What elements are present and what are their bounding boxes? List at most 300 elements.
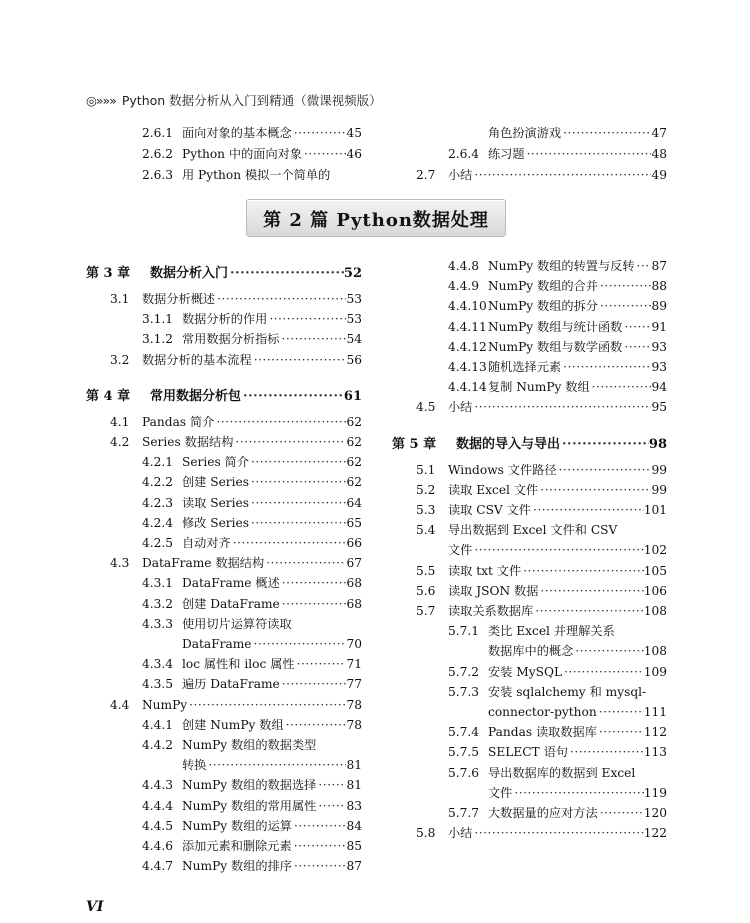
toc-entry[interactable] — [86, 472, 362, 492]
dot-leader — [622, 317, 651, 337]
toc-entry[interactable] — [86, 144, 362, 164]
toc-entry[interactable] — [392, 500, 667, 520]
dot-leader — [560, 435, 649, 455]
toc-entry-title: NumPy 数组的数据类型 — [182, 738, 317, 752]
toc-entry-number: 5.4 — [416, 523, 436, 538]
toc-entry[interactable] — [86, 594, 362, 614]
toc-entry-number: 4.1 — [110, 414, 130, 429]
dot-leader — [525, 144, 652, 164]
dot-leader — [249, 513, 346, 533]
toc-entry-title: 数据的导入与导出 — [456, 436, 561, 452]
toc-entry-title: NumPy 数组与统计函数 — [488, 319, 623, 334]
toc-entry-page: 46 — [346, 147, 362, 161]
toc-entry-page: 93 — [651, 360, 667, 374]
toc-entry-page: 52 — [343, 266, 362, 281]
toc-entry-title: 安装 sqlalchemy 和 mysql- — [488, 684, 647, 699]
toc-entry-title: SELECT 语句 — [488, 745, 568, 760]
dot-leader — [512, 783, 643, 803]
toc-entry-number: 5.7.4 — [448, 725, 480, 740]
toc-entry-page: 62 — [346, 475, 362, 490]
toc-entry-title: 使用切片运算符读取 — [182, 616, 292, 631]
toc-entry-page: 81 — [346, 758, 362, 773]
toc-entry[interactable] — [86, 836, 362, 856]
running-header — [86, 91, 382, 109]
toc-entry[interactable] — [392, 561, 667, 581]
toc-entry-title: 数据库中的概念 — [488, 644, 574, 659]
toc-entry[interactable] — [392, 763, 667, 783]
toc-entry[interactable] — [392, 540, 667, 560]
toc-entry-page: 47 — [651, 126, 667, 140]
toc-entry-number: 3.1.1 — [142, 312, 174, 327]
toc-entry-title: 创建 Series — [182, 475, 250, 490]
toc-entry-page: 88 — [651, 279, 667, 294]
toc-entry-page: 95 — [651, 400, 667, 415]
toc-entry-page: 45 — [346, 126, 362, 140]
toc-entry[interactable] — [86, 755, 362, 775]
toc-entry-number: 4.4.10 — [448, 299, 487, 314]
toc-entry[interactable] — [86, 735, 362, 755]
toc-entry-number: 4.4.9 — [448, 279, 480, 294]
toc-entry-title: 创建 NumPy 数组 — [182, 717, 284, 732]
toc-entry-page: 93 — [651, 339, 667, 354]
toc-entry-number: 4.2.4 — [142, 515, 174, 530]
toc-entry-number: 4.4.1 — [142, 717, 174, 732]
toc-entry[interactable] — [392, 165, 667, 185]
toc-entry-number: 4.3.4 — [142, 657, 174, 672]
toc-entry-title: 类比 Excel 并理解关系 — [488, 624, 615, 639]
toc-entry-number: 4.3.5 — [142, 677, 174, 692]
toc-entry-number: 4.2 — [110, 435, 130, 449]
toc-entry-title: 小结 — [448, 826, 473, 841]
toc-entry-title: NumPy 数组的合并 — [488, 279, 598, 294]
toc-entry[interactable] — [392, 823, 667, 843]
toc-entry-page: 53 — [346, 292, 362, 306]
toc-entry-page: 81 — [346, 778, 362, 793]
toc-entry[interactable] — [86, 856, 362, 876]
toc-entry-number: 4.5 — [416, 400, 436, 415]
toc-entry-title: 用 Python 模拟一个简单的 — [182, 168, 331, 182]
dot-leader — [598, 803, 644, 823]
toc-entry-title: 角色扮演游戏 — [488, 126, 562, 140]
toc-entry-page: 53 — [346, 312, 362, 327]
toc-entry-page: 61 — [343, 388, 362, 404]
toc-entry-page: 68 — [346, 576, 362, 591]
toc-entry-title: 练习题 — [488, 147, 525, 161]
toc-entry-page: 83 — [346, 798, 362, 813]
toc-entry-page: 78 — [346, 717, 362, 732]
toc-entry[interactable] — [392, 803, 667, 823]
toc-entry[interactable] — [86, 350, 362, 370]
toc-entry-page: 56 — [346, 352, 362, 367]
book-title: Python 数据分析从入门到精通（微课视频版） — [121, 93, 382, 108]
toc-entry-title: Series 简介 — [182, 455, 250, 470]
toc-entry-title: 添加元素和删除元素 — [182, 839, 292, 853]
toc-entry[interactable] — [392, 460, 667, 480]
toc-entry-number: 2.6.1 — [142, 126, 174, 140]
toc-entry-number: 5.6 — [416, 583, 436, 598]
toc-entry-page: 108 — [643, 644, 667, 659]
toc-entry-number: 第 4 章 — [86, 388, 131, 404]
toc-entry-number: 4.4.7 — [142, 859, 174, 874]
dot-leader — [531, 500, 644, 520]
dot-leader — [302, 144, 346, 164]
toc-entry-number: 5.7.7 — [448, 806, 480, 820]
toc-entry[interactable] — [392, 742, 667, 762]
dot-leader — [228, 264, 344, 284]
toc-entry-number: 4.2.2 — [142, 475, 174, 490]
dot-leader — [252, 350, 347, 370]
toc-entry-title: 导出数据库的数据到 Excel — [488, 765, 636, 780]
toc-entry-number: 5.7.6 — [448, 765, 480, 780]
toc-entry[interactable] — [86, 493, 362, 513]
dot-leader — [249, 472, 346, 492]
toc-entry-number: 4.4.3 — [142, 778, 174, 793]
toc-entry-number: 第 3 章 — [86, 266, 131, 281]
dot-leader — [280, 573, 347, 593]
dot-leader — [472, 165, 651, 185]
toc-entry-title: NumPy 数组的拆分 — [488, 299, 598, 314]
toc-entry-number: 4.4.11 — [448, 319, 487, 334]
toc-entry-title: 自动对齐 — [182, 536, 231, 550]
dot-leader — [598, 296, 652, 316]
toc-entry-number: 第 5 章 — [392, 436, 437, 452]
toc-entry-page: 98 — [648, 436, 667, 452]
toc-entry[interactable] — [392, 123, 667, 143]
toc-entry[interactable] — [86, 165, 362, 185]
toc-entry-number: 4.3.3 — [142, 616, 174, 631]
toc-entry-page: 84 — [346, 818, 362, 833]
toc-entry[interactable] — [392, 662, 667, 682]
toc-entry-title: 小结 — [448, 168, 473, 182]
dot-leader — [533, 601, 643, 621]
toc-entry-title: 转换 — [182, 758, 207, 773]
toc-entry-number: 4.4.6 — [142, 839, 174, 853]
toc-entry-page: 66 — [346, 536, 362, 550]
dot-leader — [573, 641, 643, 661]
dot-leader — [521, 561, 644, 581]
toc-entry-number: 4.3 — [110, 556, 130, 571]
toc-entry-number: 4.2.1 — [142, 455, 174, 470]
toc-entry-page: 71 — [346, 657, 362, 672]
toc-entry[interactable] — [86, 289, 362, 309]
dot-leader — [241, 387, 344, 407]
toc-entry-number: 4.4.12 — [448, 339, 487, 354]
toc-entry[interactable] — [392, 520, 667, 540]
toc-entry-number: 5.1 — [416, 462, 436, 477]
dot-leader — [316, 775, 346, 795]
toc-entry-page: 68 — [346, 596, 362, 611]
toc-entry-number: 5.2 — [416, 482, 436, 497]
toc-entry-title: 读取 txt 文件 — [448, 563, 522, 578]
toc-entry-title: 文件 — [488, 785, 513, 800]
toc-entry[interactable] — [392, 641, 667, 661]
toc-entry-title: NumPy 数组的转置与反转 — [488, 259, 635, 273]
toc-entry[interactable] — [392, 144, 667, 164]
dot-leader — [597, 722, 644, 742]
toc-entry[interactable] — [86, 614, 362, 634]
toc-entry[interactable] — [86, 533, 362, 553]
toc-entry-number: 5.7.5 — [448, 745, 480, 760]
dot-leader — [249, 452, 346, 472]
toc-entry-number: 4.4.5 — [142, 818, 174, 833]
header-arrow-icon: ◎»»» — [86, 93, 116, 108]
dot-leader — [472, 823, 643, 843]
toc-entry-title: DataFrame 数据结构 — [142, 556, 265, 571]
toc-entry[interactable] — [392, 337, 667, 357]
toc-entry-number: 5.7.2 — [448, 664, 480, 679]
toc-entry-title: 大数据量的应对方法 — [488, 806, 598, 820]
dot-leader — [264, 553, 346, 573]
toc-entry-number: 4.3.2 — [142, 596, 174, 611]
toc-chapter-entry[interactable] — [86, 387, 362, 407]
dot-leader — [292, 836, 347, 856]
dot-leader — [231, 533, 347, 553]
toc-entry-page: 119 — [643, 785, 667, 800]
toc-entry-title: Pandas 简介 — [142, 414, 215, 429]
part-title: 第 2 篇 Python数据处理 — [263, 210, 489, 231]
dot-leader — [284, 715, 347, 735]
toc-entry-page: 85 — [346, 839, 362, 853]
toc-entry-number: 5.7.1 — [448, 624, 480, 639]
toc-entry-title: 小结 — [448, 400, 473, 415]
toc-entry-title: 遍历 DataFrame — [182, 677, 280, 692]
toc-entry-title: 导出数据到 Excel 文件和 CSV — [448, 523, 618, 538]
toc-entry-title: 读取 CSV 文件 — [448, 503, 531, 517]
dot-leader — [292, 123, 347, 143]
toc-entry[interactable] — [86, 553, 362, 573]
toc-entry[interactable] — [86, 452, 362, 472]
toc-entry-title: NumPy 数组的排序 — [182, 859, 292, 874]
toc-entry-number: 4.4.2 — [142, 738, 174, 752]
dot-leader — [280, 594, 347, 614]
toc-entry-number: 5.5 — [416, 563, 436, 578]
toc-entry-title: DataFrame 概述 — [182, 576, 280, 591]
toc-entry-page: 48 — [651, 147, 667, 161]
toc-entry-number: 3.2 — [110, 352, 130, 367]
toc-entry[interactable] — [392, 783, 667, 803]
toc-entry-title: 数据分析概述 — [142, 292, 216, 306]
dot-leader — [233, 432, 346, 452]
toc-entry-page: 49 — [651, 168, 667, 182]
toc-entry-title: loc 属性和 iloc 属性 — [182, 657, 295, 672]
toc-entry[interactable] — [392, 581, 667, 601]
toc-entry-title: 读取 Excel 文件 — [448, 482, 539, 497]
toc-entry-number: 2.6.3 — [142, 168, 174, 182]
toc-entry-page: 94 — [651, 380, 667, 395]
toc-entry[interactable] — [392, 317, 667, 337]
toc-entry-title: NumPy 数组与数学函数 — [488, 339, 623, 354]
dot-leader — [635, 256, 652, 276]
toc-entry[interactable] — [86, 775, 362, 795]
dot-leader — [568, 742, 644, 762]
toc-entry-page: 122 — [643, 826, 667, 841]
toc-entry[interactable] — [392, 480, 667, 500]
dot-leader — [472, 540, 643, 560]
toc-entry-title: 文件 — [448, 543, 473, 558]
toc-entry[interactable] — [86, 309, 362, 329]
toc-entry-page: 62 — [346, 414, 362, 429]
toc-entry[interactable] — [86, 654, 362, 674]
toc-entry-number: 5.7.3 — [448, 684, 480, 699]
toc-entry[interactable] — [392, 702, 667, 722]
toc-entry[interactable] — [86, 412, 362, 432]
dot-leader — [295, 654, 347, 674]
part-banner — [246, 199, 506, 237]
toc-entry-page: 87 — [346, 859, 362, 874]
toc-entry-title: 常用数据分析包 — [150, 388, 242, 404]
toc-entry-title: 读取 JSON 数据 — [448, 583, 539, 598]
toc-entry-number: 4.2.5 — [142, 536, 174, 550]
toc-entry-number: 4.4.4 — [142, 798, 174, 813]
dot-leader — [215, 289, 346, 309]
dot-leader — [538, 581, 643, 601]
toc-entry-page: 120 — [643, 806, 667, 820]
toc-entry[interactable] — [392, 296, 667, 316]
toc-entry-title: 数据分析入门 — [150, 266, 229, 281]
toc-entry-number: 4.4 — [110, 697, 130, 712]
toc-entry-title: Python 中的面向对象 — [182, 147, 303, 161]
toc-entry[interactable] — [86, 796, 362, 816]
toc-entry-page: 112 — [643, 725, 667, 740]
toc-entry-page: 77 — [346, 677, 362, 692]
toc-entry-page: 106 — [643, 583, 667, 598]
toc-entry-title: 数据分析的基本流程 — [142, 352, 252, 367]
dot-leader — [538, 480, 651, 500]
toc-entry-page: 89 — [651, 299, 667, 314]
toc-entry-number: 4.2.3 — [142, 495, 174, 510]
toc-entry-title: 复制 NumPy 数组 — [488, 380, 590, 395]
toc-entry-title: NumPy — [142, 697, 188, 712]
toc-chapter-entry[interactable] — [86, 264, 362, 284]
dot-leader — [562, 662, 644, 682]
toc-entry-title: 修改 Series — [182, 515, 250, 530]
dot-leader — [316, 796, 346, 816]
toc-entry-title: 创建 DataFrame — [182, 596, 280, 611]
toc-entry-page: 113 — [643, 745, 667, 760]
toc-entry-number: 4.3.1 — [142, 576, 174, 591]
dot-leader — [187, 695, 346, 715]
toc-entry-number: 2.6.2 — [142, 147, 174, 161]
toc-entry-title: 读取关系数据库 — [448, 604, 534, 618]
toc-entry-page: 54 — [346, 332, 362, 347]
toc-entry-title: 读取 Series — [182, 495, 250, 510]
toc-entry-number: 5.8 — [416, 826, 436, 841]
toc-entry[interactable] — [392, 601, 667, 621]
toc-entry[interactable] — [392, 722, 667, 742]
toc-entry-title: Pandas 读取数据库 — [488, 725, 597, 740]
dot-leader — [598, 276, 652, 296]
toc-entry-page: 78 — [346, 697, 362, 712]
dot-leader — [597, 702, 644, 722]
dot-leader — [561, 357, 651, 377]
toc-entry-number: 5.7 — [416, 604, 436, 618]
toc-entry-page: 102 — [643, 543, 667, 558]
toc-entry[interactable] — [392, 276, 667, 296]
dot-leader — [280, 674, 347, 694]
toc-entry-title: NumPy 数组的数据选择 — [182, 778, 317, 793]
toc-entry-title: Series 数据结构 — [142, 435, 234, 449]
toc-entry-number: 4.4.14 — [448, 380, 487, 395]
toc-entry-title: 数据分析的作用 — [182, 312, 268, 327]
toc-entry[interactable] — [392, 682, 667, 702]
toc-entry-title: 安装 MySQL — [488, 664, 563, 679]
toc-entry-page: 87 — [651, 259, 667, 273]
dot-leader — [280, 329, 347, 349]
toc-entry-page: 64 — [346, 495, 362, 510]
toc-entry-page: 108 — [643, 604, 667, 618]
toc-chapter-entry[interactable] — [392, 435, 667, 455]
toc-entry[interactable] — [86, 513, 362, 533]
toc-entry[interactable] — [392, 397, 667, 417]
dot-leader — [206, 755, 346, 775]
toc-entry[interactable] — [86, 123, 362, 143]
toc-entry-page: 62 — [346, 455, 362, 470]
toc-entry-title: connector-python — [488, 705, 597, 719]
dot-leader — [472, 397, 651, 417]
toc-entry-title: 面向对象的基本概念 — [182, 126, 292, 140]
toc-entry-page: 70 — [346, 637, 362, 651]
toc-entry-number: 5.3 — [416, 503, 436, 517]
toc-entry-title: Windows 文件路径 — [448, 462, 557, 477]
dot-leader — [249, 493, 346, 513]
toc-entry-title: 常用数据分析指标 — [182, 332, 280, 347]
dot-leader — [561, 123, 651, 143]
toc-entry-page: 99 — [651, 482, 667, 497]
toc-entry-number: 2.6.4 — [448, 147, 480, 161]
toc-entry[interactable] — [86, 674, 362, 694]
toc-entry-page: 109 — [643, 664, 667, 679]
dot-leader — [214, 412, 346, 432]
toc-entry-number: 3.1.2 — [142, 332, 174, 347]
toc-entry-title: 随机选择元素 — [488, 360, 562, 374]
toc-entry-page: 67 — [346, 556, 362, 571]
toc-entry-number: 4.4.8 — [448, 259, 480, 273]
toc-entry-number: 2.7 — [416, 168, 436, 182]
toc-entry[interactable] — [86, 634, 362, 654]
toc-entry[interactable] — [392, 357, 667, 377]
toc-entry-number: 4.4.13 — [448, 360, 487, 374]
toc-entry[interactable] — [392, 377, 667, 397]
toc-entry-page: 105 — [643, 563, 667, 578]
toc-entry-title: DataFrame — [182, 637, 252, 651]
toc-entry[interactable] — [86, 573, 362, 593]
toc-entry-page: 62 — [346, 435, 362, 449]
toc-entry-title: NumPy 数组的常用属性 — [182, 798, 317, 813]
toc-entry[interactable] — [86, 715, 362, 735]
dot-leader — [267, 309, 346, 329]
toc-entry[interactable] — [392, 621, 667, 641]
toc-entry[interactable] — [86, 432, 362, 452]
page-number: VI — [86, 899, 104, 915]
toc-entry-page: 65 — [346, 515, 362, 530]
dot-leader — [622, 337, 651, 357]
dot-leader — [557, 460, 652, 480]
toc-entry[interactable] — [86, 695, 362, 715]
toc-entry-page: 101 — [643, 503, 667, 517]
toc-entry-number: 3.1 — [110, 292, 130, 306]
dot-leader — [292, 816, 347, 836]
toc-entry-page: 99 — [651, 462, 667, 477]
toc-entry-page: 111 — [643, 705, 667, 719]
dot-leader — [590, 377, 652, 397]
toc-entry[interactable] — [86, 329, 362, 349]
dot-leader — [292, 856, 347, 876]
toc-entry-title: NumPy 数组的运算 — [182, 818, 292, 833]
toc-entry[interactable] — [86, 816, 362, 836]
dot-leader — [252, 634, 347, 654]
toc-entry-page: 91 — [651, 319, 667, 334]
toc-entry[interactable] — [392, 256, 667, 276]
